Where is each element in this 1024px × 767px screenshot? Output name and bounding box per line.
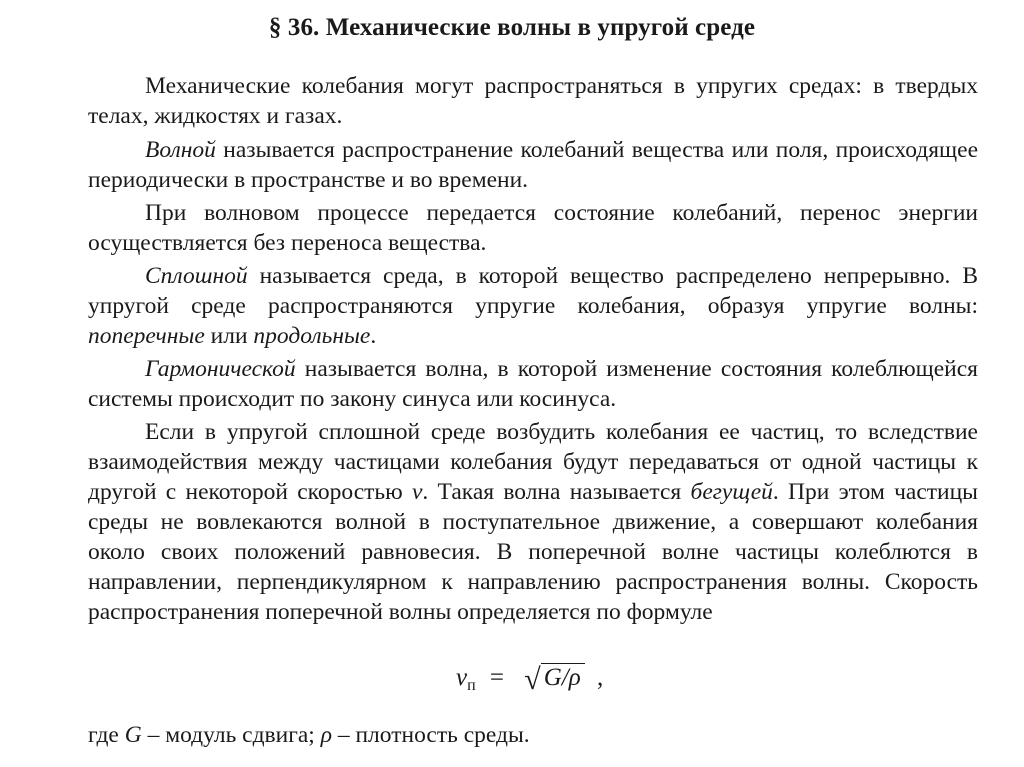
paragraph-text: или — [204, 323, 254, 349]
paragraph-text: При волновом процессе передается состояние колебаний, перенос энергии осуществляется без переноса вещества. — [88, 200, 978, 256]
variable-v: v — [411, 479, 423, 505]
symbol-rho: ρ — [320, 722, 332, 748]
square-root — [524, 663, 584, 695]
radical-sign-icon: √ — [524, 663, 541, 696]
formula-legend — [88, 720, 978, 750]
formula-equals: = — [489, 664, 505, 691]
legend-text: где — [88, 722, 125, 748]
paragraph-text: называется волна, в которой изменение состояния колеблющейся системы происходит по закону синуса или косинуса. — [88, 356, 978, 412]
paragraph-text: . — [370, 323, 377, 349]
body-text — [88, 71, 978, 630]
paragraph-harmonic — [88, 354, 978, 414]
paragraph-travelling-wave — [88, 417, 978, 627]
formula-lhs: v — [456, 664, 468, 691]
formula-radicand: G/ρ — [541, 663, 585, 692]
paragraph-energy-transfer — [88, 198, 978, 258]
paragraph-text: называется среда, в которой вещество распределено непрерывно. В упругой среде распространяются упругие колебания, образуя упругие волны: — [88, 263, 978, 319]
paragraph-text: . При этом частицы среды не вовлекаются волной в поступательное движение, а совершают колебания около своих положений равновесия. В поперечной волне частицы колеблются в направлении, перпендикулярном к направлению распространения волны. Скорость распространения поперечной волны определяется по формуле — [88, 479, 978, 625]
section-title: § 36. Механические волны в упругой среде — [268, 14, 756, 41]
symbol-g: G — [124, 722, 142, 748]
paragraph-text: . Такая волна называется — [422, 479, 691, 505]
paragraph-text: называется распространение колебаний вещества или поля, происходящее периодически в пространстве и во времени. — [88, 137, 978, 193]
paragraph-text: Если в упругой сплошной среде возбудить колебания ее частиц, то вследствие взаимодействия между частицами колебания будут передаваться от одной частицы к другой с некоторой скоростью — [88, 419, 978, 505]
term-wave: Волной — [145, 137, 216, 163]
paragraph-continuous-medium — [88, 261, 978, 351]
paragraph-wave-definition — [88, 135, 978, 195]
formula-transverse-speed — [456, 663, 603, 695]
formula-subscript: п — [467, 677, 476, 694]
paragraph-text: Механические колебания могут распространяться в упругих средах: в твердых телах, жидкостях и газах. — [88, 73, 978, 129]
legend-text: – модуль сдвига; — [141, 722, 321, 748]
paragraph-intro — [88, 71, 978, 131]
term-continuous: Сплошной — [145, 263, 248, 289]
formula-comma: , — [597, 664, 604, 691]
term-harmonic: Гармонической — [145, 356, 296, 382]
term-transverse: поперечные — [88, 323, 205, 349]
term-travelling: бегущей — [690, 479, 773, 505]
legend-text: – плотность среды. — [331, 722, 530, 748]
term-longitudinal: продольные — [253, 323, 371, 349]
